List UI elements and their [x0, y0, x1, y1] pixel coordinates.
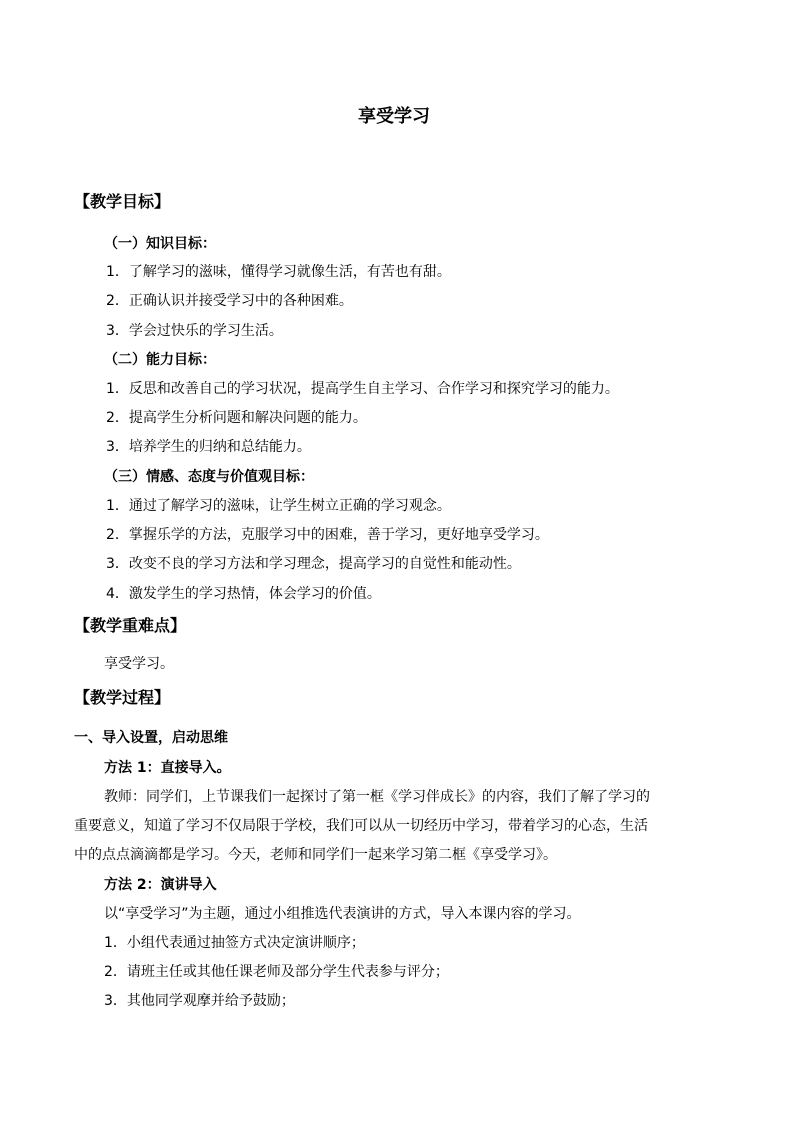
ability-heading: （二）能力目标：	[104, 352, 216, 368]
method1-line: 中的点点滴滴都是学习。今天，老师和同学们一起来学习第二框《享受学习》。	[74, 847, 557, 863]
method1-line: 重要意义，知道了学习不仅局限于学校，我们可以从一切经历中学习，带着学习的心态，生活	[74, 818, 648, 834]
emotion-item: 2．掌握乐学的方法，克服学习中的困难，善于学习，更好地享受学习。	[106, 527, 549, 543]
page-title: 享受学习	[358, 106, 430, 127]
method1-line: 教师：同学们，上节课我们一起探讨了第一框《学习伴成长》的内容，我们了解了学习的	[104, 789, 650, 805]
method2-item: 1．小组代表通过抽签方式决定演讲顺序；	[104, 935, 365, 951]
key-points-text: 享受学习。	[104, 656, 174, 672]
emotion-item: 4．激发学生的学习热情，体会学习的价值。	[106, 586, 381, 602]
method2-intro: 以“享受学习”为主题，通过小组推选代表演讲的方式，导入本课内容的学习。	[104, 906, 581, 922]
method2-item: 2．请班主任或其他任课老师及部分学生代表参与评分；	[104, 964, 449, 980]
process-heading: 【教学过程】	[74, 688, 171, 707]
objectives-heading: 【教学目标】	[74, 192, 171, 211]
ability-item: 1．反思和改善自己的学习状况，提高学生自主学习、合作学习和探究学习的能力。	[106, 381, 619, 397]
knowledge-heading: （一）知识目标：	[104, 236, 216, 252]
method2-heading: 方法 2：演讲导入	[104, 877, 217, 893]
method2-item: 3．其他同学观摩并给予鼓励；	[104, 993, 295, 1009]
knowledge-item: 3．学会过快乐的学习生活。	[106, 323, 283, 339]
key-points-heading: 【教学重难点】	[74, 616, 187, 635]
knowledge-item: 2．正确认识并接受学习中的各种困难。	[106, 293, 353, 309]
emotion-item: 1．通过了解学习的滋味，让学生树立正确的学习观念。	[106, 498, 451, 514]
ability-item: 2．提高学生分析问题和解决问题的能力。	[106, 410, 367, 426]
knowledge-item: 1．了解学习的滋味，懂得学习就像生活，有苦也有甜。	[106, 264, 451, 280]
emotion-heading: （三）情感、态度与价值观目标：	[104, 469, 314, 485]
ability-item: 3．培养学生的归纳和总结能力。	[106, 439, 311, 455]
section1-heading: 一、导入设置，启动思维	[74, 730, 228, 746]
emotion-item: 3．改变不良的学习方法和学习理念，提高学习的自觉性和能动性。	[106, 556, 521, 572]
method1-heading: 方法 1：直接导入。	[104, 760, 231, 776]
